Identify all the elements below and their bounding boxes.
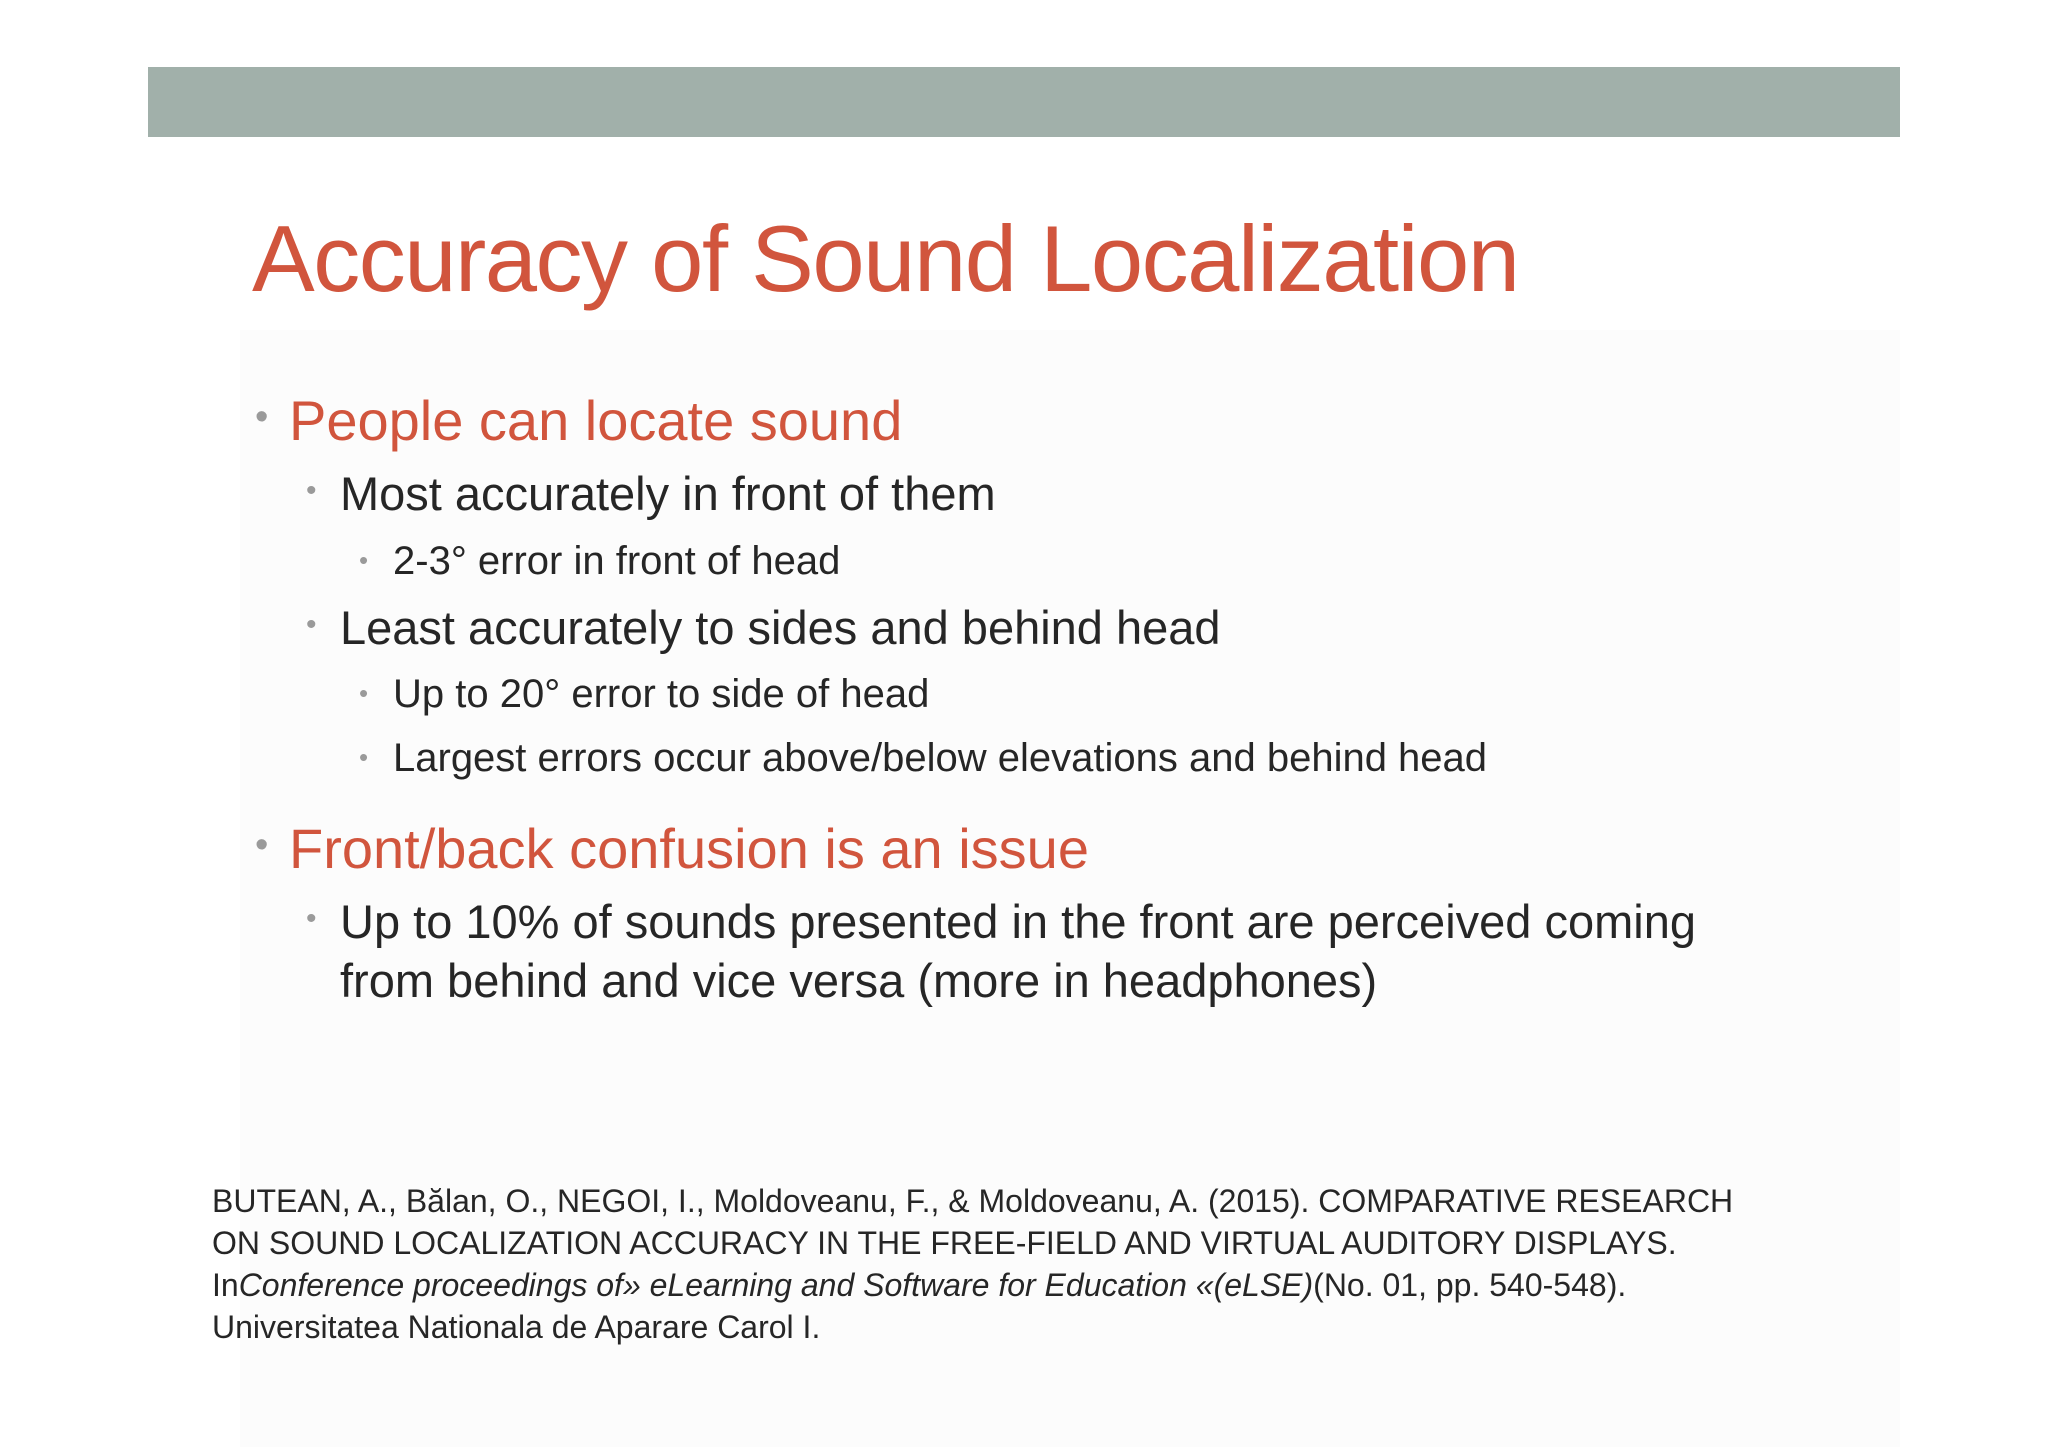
bullet-dot: •	[306, 902, 317, 935]
bullet-dot: •	[359, 678, 369, 708]
bullet-level3-side-error	[359, 672, 930, 716]
citation-line: ON SOUND LOCALIZATION ACCURACY IN THE FREE-FIELD AND VIRTUAL AUDITORY DISPLAYS.	[212, 1225, 1677, 1261]
citation-pages: (No. 01, pp. 540-548).	[1313, 1267, 1627, 1303]
bullet-dot: •	[255, 824, 269, 866]
bullet-text: Front/back confusion is an issue	[289, 817, 1089, 880]
bullet-level2-ten-percent	[306, 895, 1696, 948]
bullet-dot: •	[306, 474, 317, 507]
bullet-text: People can locate sound	[289, 389, 903, 452]
bullet-text: 2-3° error in front of head	[393, 539, 841, 583]
citation-line: Universitatea Nationala de Aparare Carol I.	[212, 1309, 821, 1345]
bullet-text: Up to 10% of sounds presented in the front are perceived coming	[340, 895, 1696, 948]
bullet-text: Largest errors occur above/below elevations and behind head	[393, 736, 1488, 780]
bullet-level1-people-locate	[255, 389, 903, 452]
bullet-level2-most-accurately	[306, 467, 996, 520]
citation-line	[212, 1264, 1912, 1306]
citation-in-prefix: In	[212, 1267, 239, 1303]
bullet-level2-ten-percent-continuation: from behind and vice versa (more in headphones)	[340, 954, 1378, 1007]
bullet-dot: •	[306, 608, 317, 641]
bullet-text: Up to 20° error to side of head	[393, 672, 930, 716]
bullet-dot: •	[359, 742, 369, 772]
bullet-dot: •	[255, 396, 269, 438]
bullet-level3-front-error	[359, 539, 841, 583]
bullet-text: Most accurately in front of them	[340, 467, 996, 520]
bullet-level3-largest-errors	[359, 736, 1488, 780]
slide-title: Accuracy of Sound Localization	[252, 206, 1519, 311]
bullet-level2-least-accurately	[306, 601, 1221, 654]
bullet-dot: •	[359, 545, 369, 575]
bullet-text: Least accurately to sides and behind head	[340, 601, 1221, 654]
citation-line: BUTEAN, A., Bălan, O., NEGOI, I., Moldoveanu, F., & Moldoveanu, A. (2015). COMPARATIVE RESEARCH	[212, 1183, 1734, 1219]
bullet-level1-front-back-confusion	[255, 817, 1089, 880]
citation-reference	[212, 1180, 1912, 1348]
citation-conference-title: Conference proceedings of» eLearning and Software for Education «(eLSE)	[238, 1267, 1314, 1303]
header-bar	[148, 67, 1900, 137]
